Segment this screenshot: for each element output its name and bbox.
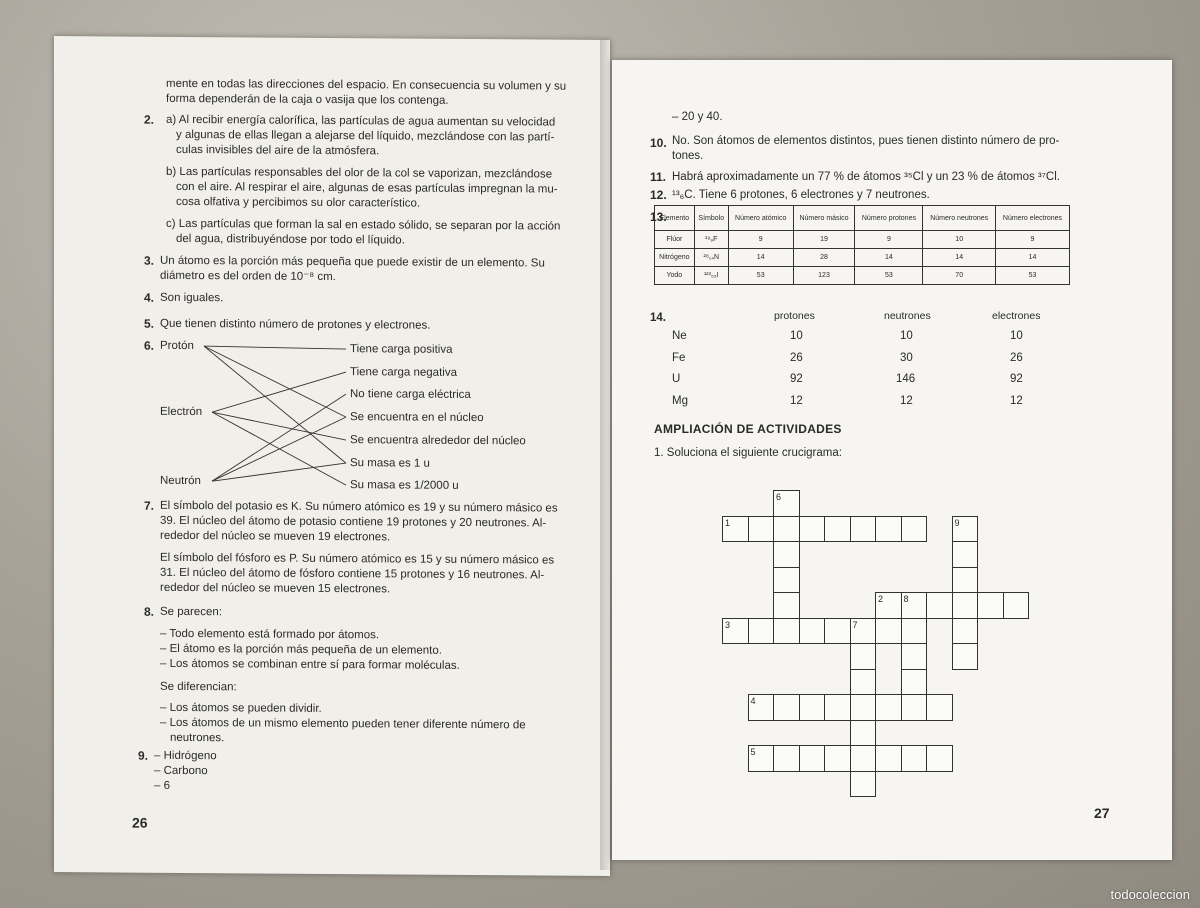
crossword-cell (850, 771, 877, 798)
exercise-1: 1. Soluciona el siguiente crucigrama: (654, 447, 842, 459)
item-11-number: 11. (650, 170, 667, 184)
matching-lines (54, 36, 610, 520)
cell: ¹²³₅₃I (694, 267, 728, 285)
th-neutrons: Número neutrones (923, 206, 996, 231)
crossword-cell (799, 618, 826, 645)
cell: 10 (923, 231, 996, 249)
item-9-number: 9. (138, 748, 149, 763)
crossword-cell (850, 669, 877, 696)
item-2c-line-2: del agua, distribuyéndose por todo el líquido. (176, 232, 405, 247)
item-2-number: 2. (144, 112, 155, 127)
cell: Nitrógeno (655, 249, 695, 267)
crossword-cell (875, 592, 902, 619)
item-2b-line-2: con el aire. Al respirar el aire, algunas de esas partículas impregnan la mu- (176, 180, 558, 196)
crossword-cell (926, 694, 953, 721)
item-8-similar-1: – Todo elemento está formado por átomos. (160, 627, 380, 642)
item-9-line-2: – Carbono (154, 764, 208, 778)
item-2a-line-1: a) Al recibir energía calorífica, las partículas de agua aumentan su velocidad (166, 113, 556, 129)
cell: 53 (728, 267, 793, 285)
row-protons: 10 (790, 330, 803, 342)
item-2b-line-3: cosa olfativa y percibimos su olor característico. (176, 195, 421, 210)
row-electrons: 26 (1010, 352, 1023, 364)
th-mass-number: Número másico (793, 206, 855, 231)
crossword-cell (952, 643, 979, 670)
item-11-text: Habrá aproximadamente un 77 % de átomos ³⁵Cl y un 23 % de átomos ³⁷Cl. (672, 171, 1060, 183)
th-element: Elemento (655, 206, 695, 231)
cell: 9 (728, 231, 793, 249)
cell: 14 (728, 249, 793, 267)
crossword-cell (748, 618, 775, 645)
cell: 14 (923, 249, 996, 267)
crossword-cell (799, 516, 826, 543)
crossword-cell (824, 618, 851, 645)
item-7-p1-line-1: El símbolo del potasio es K. Su número atómico es 19 y su número másico es (160, 499, 558, 515)
crossword-cell (722, 516, 749, 543)
item-8-differ-3: neutrones. (170, 731, 225, 745)
item-9-line-3: – 6 (154, 779, 170, 792)
label-neutron: Neutrón (160, 474, 201, 488)
prop-mass-1-2000u: Su masa es 1/2000 u (350, 479, 459, 492)
label-proton: Protón (160, 339, 194, 353)
crossword-clue-number: 3 (725, 619, 731, 630)
crossword-cell (875, 745, 902, 772)
intro-line-2: forma dependerán de la caja o vasija que los contenga. (166, 92, 449, 107)
crossword-cell (901, 745, 928, 772)
crossword-cell (824, 516, 851, 543)
prop-negative: Tiene carga negativa (350, 366, 457, 379)
cell: ¹⁹₉F (694, 231, 728, 249)
row-symbol: Ne (672, 330, 687, 342)
crossword-cell (850, 694, 877, 721)
crossword-cell (901, 618, 928, 645)
item-9-line-1: – Hidrógeno (154, 749, 217, 763)
item-10-line-1: No. Son átomos de elementos distintos, pues tienen distinto número de pro- (672, 135, 1060, 147)
crossword-cell (901, 669, 928, 696)
row-electrons: 10 (1010, 330, 1023, 342)
item-8-similar-2: – El átomo es la porción más pequeña de un elemento. (160, 642, 442, 657)
crossword-cell (952, 516, 979, 543)
crossword-clue-number: 1 (725, 517, 731, 528)
crossword-cell (926, 592, 953, 619)
col-electrons: electrones (992, 310, 1041, 322)
crossword-cell (722, 618, 749, 645)
cell: ²⁸₁₄N (694, 249, 728, 267)
crossword-cell (773, 490, 800, 517)
element-table (654, 205, 1070, 285)
crossword-cell (799, 745, 826, 772)
intro-line-1: mente en todas las direcciones del espacio. En consecuencia su volumen y su (166, 77, 567, 93)
item-8-number: 8. (144, 604, 155, 619)
crossword-cell (850, 516, 877, 543)
row-symbol: Fe (672, 352, 686, 364)
crossword-cell (824, 745, 851, 772)
cell: 53 (855, 267, 923, 285)
cell: 9 (855, 231, 923, 249)
item-8-label-similar: Se parecen: (160, 605, 223, 619)
cell: 123 (793, 267, 855, 285)
crossword-clue-number: 2 (878, 594, 884, 604)
table-row (655, 249, 1070, 267)
cell: 53 (995, 267, 1069, 285)
crossword-clue-number: 5 (750, 747, 756, 757)
crossword-cell (875, 618, 902, 645)
row-neutrons: 146 (896, 373, 916, 385)
crossword-cell (799, 694, 826, 721)
cell: 14 (995, 249, 1069, 267)
item-3-line-2: diámetro es del orden de 10⁻⁸ cm. (160, 269, 336, 284)
row-symbol: U (672, 373, 681, 385)
crossword-cell (952, 567, 979, 594)
item-10-line-2: tones. (672, 150, 704, 162)
crossword-cell (926, 745, 953, 772)
cell: Flúor (655, 231, 695, 249)
crossword-cell (977, 592, 1004, 619)
prop-positive: Tiene carga positiva (350, 343, 453, 356)
row-protons: 12 (790, 395, 803, 407)
crossword-cell (875, 694, 902, 721)
cell: Yodo (655, 267, 695, 285)
item-8-similar-3: – Los átomos se combinan entre sí para formar moléculas. (160, 657, 460, 672)
cell: 19 (793, 231, 855, 249)
page-number-right: 27 (1094, 805, 1110, 821)
th-electrons: Número electrones (995, 206, 1069, 231)
col-neutrons: neutrones (884, 310, 931, 322)
item-7-p1-line-2: 39. El núcleo del átomo de potasio contiene 19 protones y 20 neutrones. Al- (160, 514, 547, 530)
item-2a-line-2: y algunas de ellas llegan a alejarse del líquido, mezclándose con las partí- (176, 128, 555, 144)
item-2a-line-3: culas invisibles del aire de la atmósfera. (176, 143, 380, 158)
cell: 9 (995, 231, 1069, 249)
row-electrons: 12 (1010, 395, 1023, 407)
item-4-number: 4. (144, 290, 155, 305)
th-symbol: Símbolo (694, 206, 728, 231)
row-protons: 92 (790, 373, 803, 385)
crossword-clue-number: 4 (750, 696, 756, 706)
item-8-differ-1: – Los átomos se pueden dividir. (160, 701, 322, 715)
item-2c-line-1: c) Las partículas que forman la sal en estado sólido, se separan por la acción (166, 217, 561, 233)
item-8-differ-2: – Los átomos de un mismo elemento pueden tener diferente número de (160, 716, 526, 732)
crossword-cell (748, 516, 775, 543)
item-7-number: 7. (144, 498, 155, 513)
crossword-cell (952, 618, 979, 645)
label-electron: Electrón (160, 405, 203, 419)
crossword-cell (850, 643, 877, 670)
prop-neutral: No tiene carga eléctrica (350, 388, 471, 401)
crossword-cell (773, 516, 800, 543)
col-protons: protones (774, 310, 815, 322)
crossword-cell (901, 643, 928, 670)
item-7-p2-line-1: El símbolo del fósforo es P. Su número atómico es 15 y su número másico es (160, 551, 555, 567)
prop-mass-1u: Su masa es 1 u (350, 457, 430, 470)
crossword-clue-number: 8 (903, 594, 909, 604)
left-page (54, 36, 610, 876)
crossword-cell (875, 516, 902, 543)
top-line: – 20 y 40. (672, 111, 723, 123)
item-7-p2-line-2: 31. El núcleo del átomo de fósforo contiene 15 protones y 16 neutrones. Al- (160, 566, 545, 582)
item-6-number: 6. (144, 338, 155, 353)
row-neutrons: 10 (900, 330, 913, 342)
crossword-cell (850, 618, 877, 645)
crossword-cell (773, 694, 800, 721)
item-5-number: 5. (144, 316, 155, 331)
watermark: todocoleccion (1110, 887, 1190, 902)
crossword-cell (773, 541, 800, 568)
item-7-p1-line-3: rededor del núcleo se mueven 19 electrones. (160, 529, 391, 544)
item-7-p2-line-3: rededor del núcleo se mueven 15 electrones. (160, 581, 391, 596)
item-12-text: ¹³₆C. Tiene 6 protones, 6 electrones y 7 neutrones. (672, 189, 930, 201)
crossword-clue-number: 9 (954, 517, 960, 528)
crossword-cell (1003, 592, 1030, 619)
row-neutrons: 30 (900, 352, 913, 364)
crossword-cell (901, 516, 928, 543)
item-2b-line-1: b) Las partículas responsables del olor de la col se vaporizan, mezclándose (166, 165, 553, 181)
item-5-text: Que tienen distinto número de protones y electrones. (160, 317, 431, 332)
cell: 70 (923, 267, 996, 285)
item-14-number: 14. (650, 312, 666, 324)
item-12-number: 12. (650, 188, 667, 202)
crossword-cell (773, 592, 800, 619)
crossword-cell (901, 592, 928, 619)
section-title: AMPLIACIÓN DE ACTIVIDADES (654, 422, 842, 436)
row-electrons: 92 (1010, 373, 1023, 385)
item-3-number: 3. (144, 253, 155, 268)
prop-around-nucleus: Se encuentra alrededor del núcleo (350, 434, 526, 448)
prop-nucleus: Se encuentra en el núcleo (350, 411, 484, 425)
right-page (612, 60, 1172, 860)
row-symbol: Mg (672, 395, 688, 407)
crossword-cell (748, 745, 775, 772)
item-3-line-1: Un átomo es la porción más pequeña que puede existir de un elemento. Su (160, 254, 545, 270)
element-table-header-row (655, 206, 1070, 231)
row-protons: 26 (790, 352, 803, 364)
th-atomic-number: Número atómico (728, 206, 793, 231)
crossword-clue-number: 6 (776, 492, 782, 502)
item-4-text: Son iguales. (160, 291, 224, 305)
crossword-cell (952, 592, 979, 619)
crossword-cell (952, 541, 979, 568)
item-13-number: 13. (650, 210, 667, 224)
table-row (655, 267, 1070, 285)
item-10-number: 10. (650, 136, 667, 150)
crossword-cell (748, 694, 775, 721)
crossword-cell (850, 745, 877, 772)
page-number-left: 26 (132, 814, 148, 831)
crossword-clue-number: 7 (852, 619, 858, 630)
item-8-label-differ: Se diferencian: (160, 680, 237, 694)
crossword-cell (773, 618, 800, 645)
th-protons: Número protones (855, 206, 923, 231)
row-neutrons: 12 (900, 395, 913, 407)
cell: 28 (793, 249, 855, 267)
crossword-cell (824, 694, 851, 721)
crossword-cell (850, 720, 877, 747)
crossword-cell (773, 567, 800, 594)
cell: 14 (855, 249, 923, 267)
table-row (655, 231, 1070, 249)
crossword-cell (773, 745, 800, 772)
crossword-cell (901, 694, 928, 721)
